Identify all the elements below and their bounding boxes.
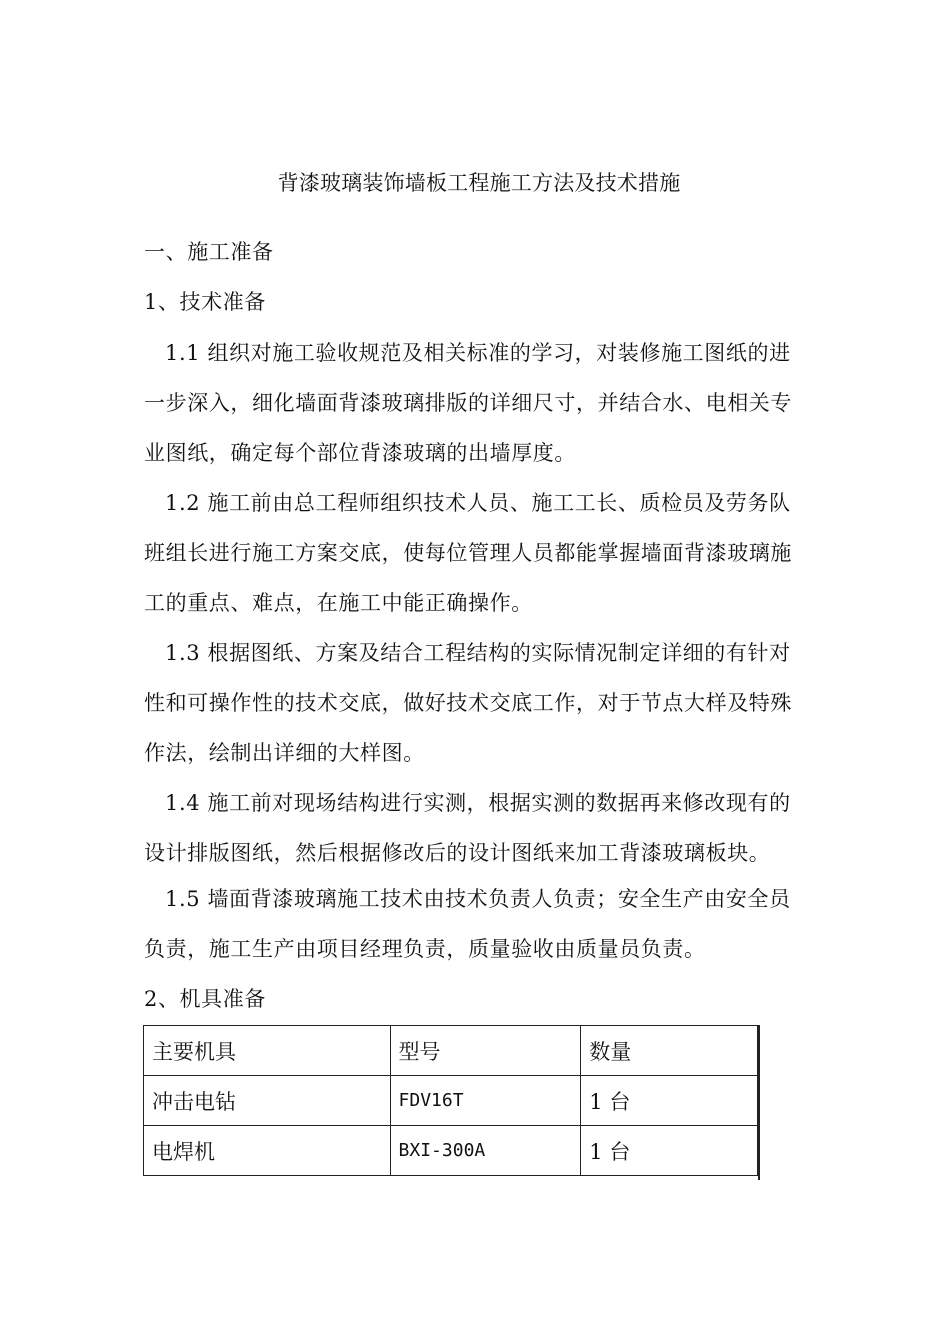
paragraph-line: 负责，施工生产由项目经理负责，质量验收由质量员负责。 (144, 937, 706, 961)
paragraph-line: 性和可操作性的技术交底，做好技术交底工作，对于节点大样及特殊 (144, 691, 792, 715)
table-header-cell: 主要机具 (144, 1026, 391, 1076)
paragraph-line: 1.1 组织对施工验收规范及相关标准的学习，对装修施工图纸的进 (165, 341, 791, 365)
table-cell: FDV16T (390, 1076, 581, 1126)
page-title: 背漆玻璃装饰墙板工程施工方法及技术措施 (277, 171, 681, 195)
paragraph-line: 1.4 施工前对现场结构进行实测，根据实测的数据再来修改现有的 (165, 791, 791, 815)
paragraph-line: 1.3 根据图纸、方案及结合工程结构的实际情况制定详细的有针对 (165, 641, 791, 665)
table-border (758, 1025, 760, 1180)
table-cell: 冲击电钻 (144, 1076, 391, 1126)
paragraph-line: 一步深入，细化墙面背漆玻璃排版的详细尺寸，并结合水、电相关专 (144, 391, 792, 415)
table-header-row (144, 1026, 758, 1076)
paragraph-line: 业图纸，确定每个部位背漆玻璃的出墙厚度。 (144, 441, 576, 465)
table-header-cell: 数量 (581, 1026, 758, 1076)
table-cell: 1 台 (581, 1076, 758, 1126)
subsection-heading: 1、技术准备 (144, 290, 266, 314)
table-cell: 电焊机 (144, 1126, 391, 1176)
paragraph-line: 1.5 墙面背漆玻璃施工技术由技术负责人负责；安全生产由安全员 (165, 887, 791, 911)
table-cell: 1 台 (581, 1126, 758, 1176)
table-cell: BXI-300A (390, 1126, 581, 1176)
paragraph-line: 设计排版图纸，然后根据修改后的设计图纸来加工背漆玻璃板块。 (144, 841, 771, 865)
tools-table (143, 1025, 758, 1176)
paragraph-line: 工的重点、难点，在施工中能正确操作。 (144, 591, 533, 615)
paragraph-line: 1.2 施工前由总工程师组织技术人员、施工工长、质检员及劳务队 (165, 491, 791, 515)
subsection-heading: 2、机具准备 (144, 987, 266, 1011)
table-row (144, 1126, 758, 1176)
table-header-cell: 型号 (390, 1026, 581, 1076)
table-row (144, 1076, 758, 1126)
paragraph-line: 班组长进行施工方案交底，使每位管理人员都能掌握墙面背漆玻璃施 (144, 541, 792, 565)
section-heading: 一、施工准备 (144, 240, 274, 264)
paragraph-line: 作法，绘制出详细的大样图。 (144, 741, 425, 765)
